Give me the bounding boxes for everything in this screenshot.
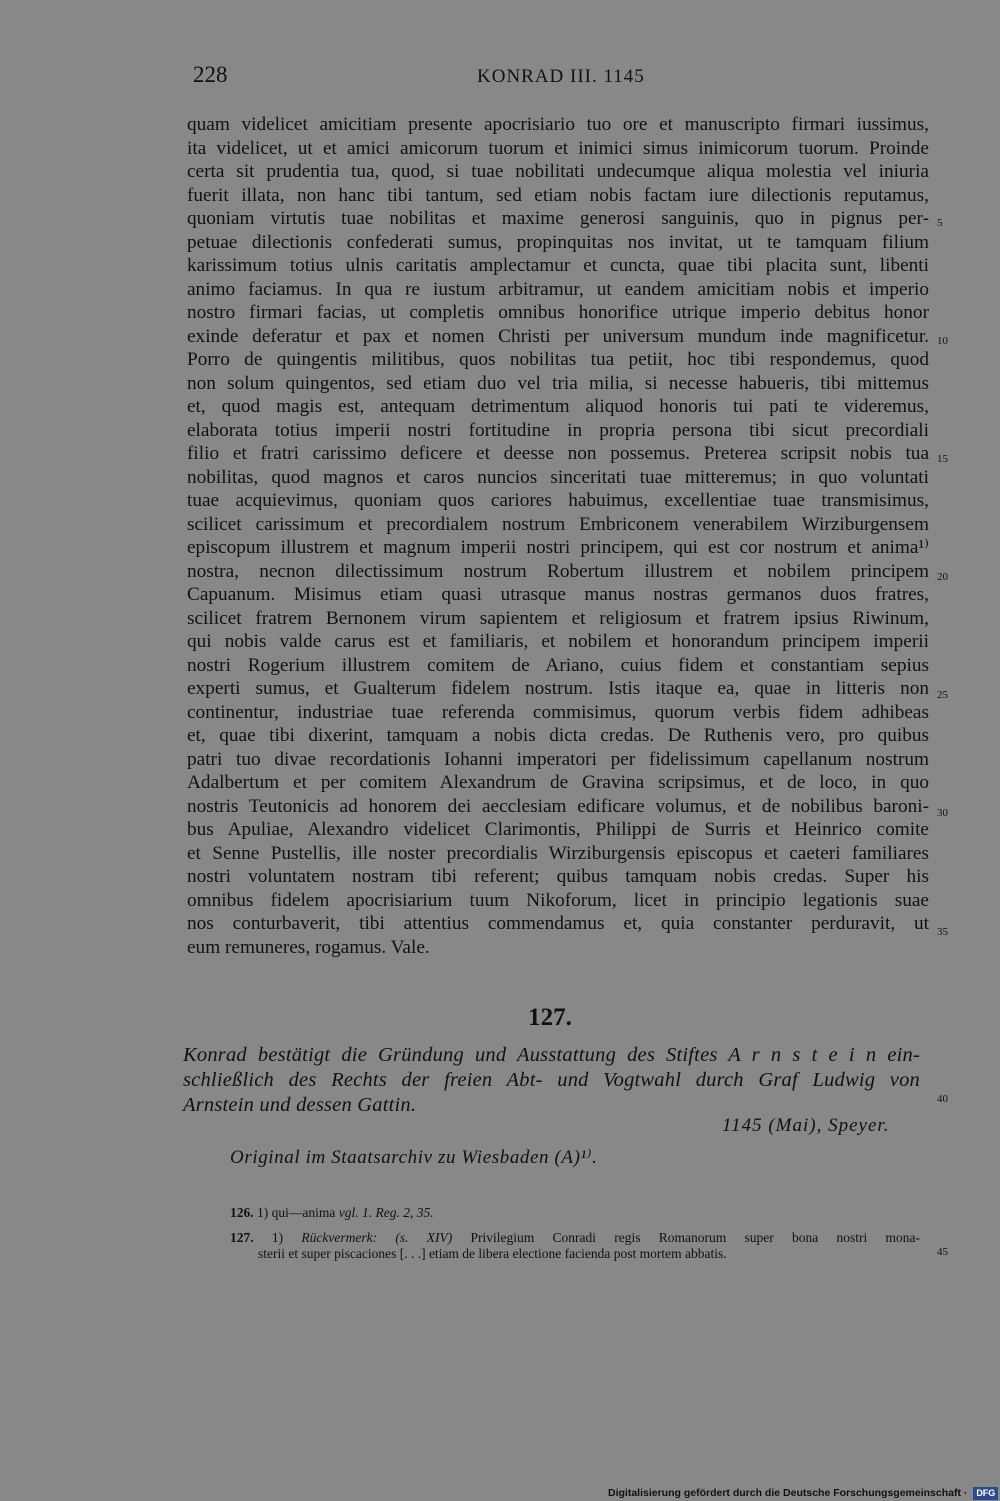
text-line: petuae dilectionis confederati sumus, propinquitas nos invitat, ut te tamquam filium — [187, 231, 929, 253]
text-line: omnibus fidelem apocrisiarium tuum Nikoforum, licet in principio legationis suae — [187, 889, 929, 911]
footnotes — [230, 1205, 920, 1271]
date-place: 1145 (Mai), Speyer. — [722, 1115, 890, 1136]
text-line: patri tuo divae recordationis Iohanni imperatori per fidelissimum capellanum nostrum — [187, 748, 929, 770]
footnote-reference: vgl. 1. Reg. 2, 35. — [338, 1205, 434, 1220]
text-line: quoniam virtutis tuae nobilitas et maxime generosi sanguinis, quo in pignus per- — [187, 208, 929, 229]
text-line: nostri Rogerium illustrem comitem de Ariano, cuius fidem et constantiam sepius — [187, 654, 929, 676]
text-line: karissimum totius ulnis caritatis amplectamur et cuncta, quae tibi placita sunt, libenti — [187, 255, 929, 276]
text-line: Adalbertum et per comitem Alexandrum de Gravina scripsimus, et de loco, in quo — [187, 772, 929, 793]
footnote-marker: 1) — [271, 1229, 284, 1245]
text-line: bus Apuliae, Alexandro videlicet Clarimontis, Philippi de Surris et Heinrico comite — [187, 819, 929, 840]
tradition-note: Original im Staatsarchiv zu Wiesbaden (A)¹⁾. — [230, 1147, 598, 1168]
text-line: continentur, industriae tuae referenda commisimus, quorum verbis fidem adhibeas — [187, 701, 929, 723]
text-line: quam videlicet amicitiam presente apocrisiario tuo ore et manuscripto firmari iussimus, — [187, 114, 929, 135]
text-line: et, quod magis est, antequam detrimentum aliquod honoris tui pati te videremus, — [187, 396, 929, 417]
line-number: 5 — [937, 217, 943, 229]
regest — [183, 1043, 920, 1118]
text-line: nostra, necnon dilectissimum nostrum Robertum illustrem et nobilem principem — [187, 560, 929, 582]
page-number: 228 — [193, 62, 228, 87]
text-line: non solum quingentos, sed etiam duo vel tria milia, si necesse habueris, tibi mittemus — [187, 372, 929, 394]
text-line: et Senne Pustellis, ille noster precordialis Wirziburgensis episcopus et caeteri familiares — [187, 842, 929, 864]
text-line: Porro de quingentis militibus, quos nobilitas tua petiit, hoc tibi respondemus, quod — [187, 349, 929, 370]
text-line: fuerit illata, non hanc tibi tantum, sed etiam nobis factam iure dilectionis reputamus, — [187, 184, 929, 206]
text-line: episcopum illustrem et magnum imperii nostri principem, qui est cor nostrum et anima¹⁾ — [187, 537, 929, 558]
line-number: 25 — [937, 689, 948, 701]
line-number: 35 — [937, 926, 948, 938]
footnote — [230, 1230, 920, 1263]
text-line: tuae acquievimus, quoniam quos cariores habuimus, excellentiae tuae transmisimus, — [187, 490, 929, 511]
line-number: 40 — [937, 1093, 948, 1105]
text-line: Capuanum. Misimus etiam quasi utrasque manus nostras germanos duos fratres, — [187, 584, 929, 605]
regest-line: Arnstein und dessen Gattin. — [183, 1094, 417, 1116]
text-line: ita videlicet, ut et amici amicorum tuorum et inimici simus inimicorum tuorum. Proinde — [187, 137, 929, 159]
line-number: 45 — [937, 1246, 948, 1258]
dfg-logo: DFG — [973, 1487, 998, 1500]
text-line: scilicet fratrem Bernonem virum sapientem et religiosum et fratrem ipsius Riwinum, — [187, 607, 929, 629]
text-line: scilicet carissimum et precordialem nostrum Embriconem venerabilem Wirziburgensem — [187, 513, 929, 535]
text-line: qui nobis valde carus est et familiaris, et nobilem et honorandum principem imperii — [187, 631, 929, 652]
credit-text: Digitalisierung gefördert durch die Deutsche Forschungsgemeinschaft · — [608, 1487, 968, 1499]
text-line: filio et fratri carissimo deficere et deesse non possemus. Preterea scripsit nobis tua — [187, 443, 929, 464]
text-line: exinde deferatur et pax et nomen Christi per universum mundum inde magnificetur. — [187, 325, 929, 347]
regest-line: schließlich des Rechts der freien Abt- und Vogtwahl durch Graf Ludwig von — [183, 1069, 920, 1091]
running-head: KONRAD III. 1145 — [477, 66, 645, 87]
line-number: 30 — [937, 807, 948, 819]
regest-line: Konrad bestätigt die Gründung und Ausstattung des Stiftes A r n s t e i n ein- — [183, 1044, 920, 1066]
digitization-credit — [608, 1485, 998, 1501]
text-line: certa sit prudentia tua, quod, si tuae nobilitati undecumque aliqua molestia vel iniuria — [187, 161, 929, 182]
footnote-number: 127. — [230, 1229, 254, 1245]
text-line: elaborata totius imperii nostri fortitudine in propria persona tibi sicut precordiali — [187, 419, 929, 441]
letter-text — [187, 113, 929, 959]
document-number: 127. — [528, 1004, 572, 1031]
footnote-line — [230, 1230, 920, 1247]
footnote-line: sterii et super piscaciones [. . .] etiam de libera electione facienda post mortem abbatis. — [258, 1246, 727, 1261]
text-line: animo faciamus. In qua re iustum arbitramur, ut eandem amicitiam nobis et imperio — [187, 278, 929, 300]
footnote — [230, 1205, 920, 1222]
text-line: experti sumus, et Gualterum fidelem nostrum. Istis itaque ea, quae in litteris non — [187, 678, 929, 699]
text-line: nos conturbaverit, tibi attentius commendamus et, quia constanter perduravit, ut — [187, 913, 929, 934]
text-line: eum remuneres, rogamus. Vale. — [187, 936, 430, 958]
text-line: nostri voluntatem nostram tibi referent; quibus tamquam nobis credas. Super his — [187, 866, 929, 887]
text-line: nostro firmari facias, ut completis omnibus honorifice utrique imperio debitus honor — [187, 302, 929, 323]
footnote-label: Rückvermerk: (s. XIV) — [301, 1229, 453, 1245]
text-line: nobilitas, quod magnos et caros nuncios sinceritati tuae mitteremus; in quo voluntati — [187, 466, 929, 488]
text-line: et, quae tibi dixerint, tamquam a nobis dicta credas. De Ruthenis vero, pro quibus — [187, 725, 929, 746]
footnote-number: 126. — [230, 1205, 254, 1220]
line-number: 20 — [937, 571, 948, 583]
footnote-text: Privilegium Conradi regis Romanorum super bona nostri mona- — [470, 1229, 921, 1245]
line-number: 15 — [937, 453, 948, 465]
text-line: nostris Teutonicis ad honorem dei aecclesiam edificare volumus, et de nobilibus baroni- — [187, 795, 929, 817]
footnote-marker: 1) qui—anima — [257, 1205, 336, 1220]
line-number: 10 — [937, 335, 948, 347]
